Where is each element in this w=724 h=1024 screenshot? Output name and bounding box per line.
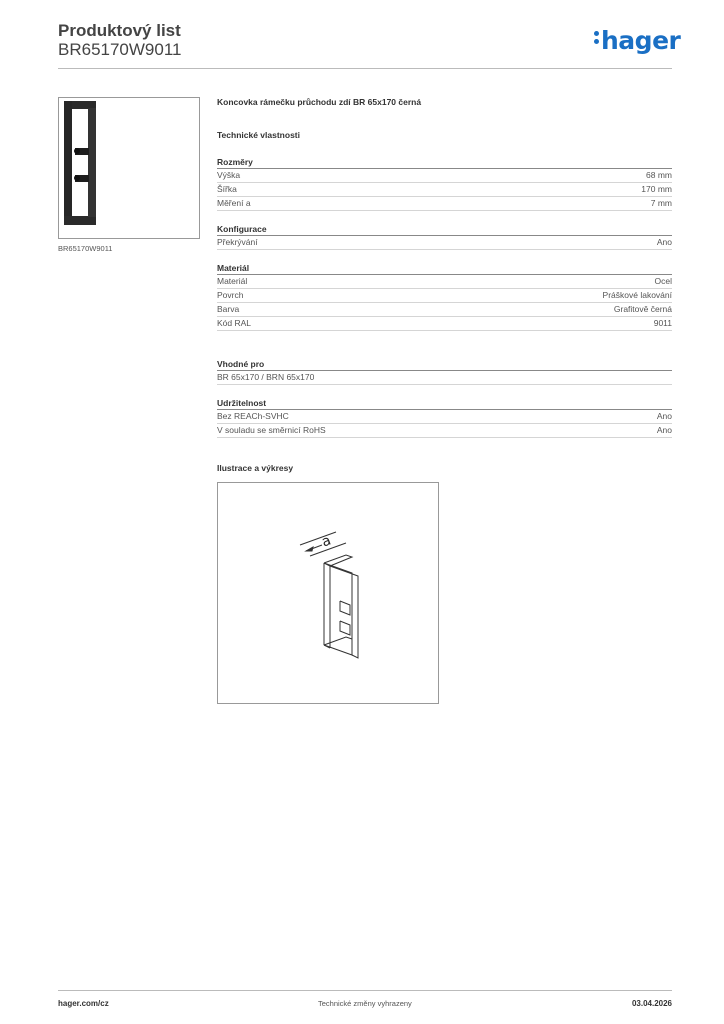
product-code: BR65170W9011 bbox=[58, 40, 182, 59]
footer-website-link[interactable]: hager.com/cz bbox=[58, 999, 109, 1008]
row-label: V souladu se směrnicí RoHS bbox=[217, 425, 326, 435]
dimension-a-label: a bbox=[319, 532, 334, 551]
table-row bbox=[217, 303, 672, 317]
product-image bbox=[58, 97, 200, 239]
row-value: Práškové lakování bbox=[602, 290, 672, 300]
row-label: Bez REACh-SVHC bbox=[217, 411, 289, 421]
table-row bbox=[217, 424, 672, 438]
section-suitable-for bbox=[217, 359, 672, 385]
table-row bbox=[217, 371, 672, 385]
table-row bbox=[217, 169, 672, 183]
row-label: Povrch bbox=[217, 290, 244, 300]
table-row bbox=[217, 183, 672, 197]
section-sustainability bbox=[217, 398, 672, 438]
row-value: 7 mm bbox=[650, 198, 672, 208]
row-label: Šířka bbox=[217, 184, 237, 194]
row-label: Výška bbox=[217, 170, 241, 180]
table-row bbox=[217, 275, 672, 289]
row-value: Ano bbox=[656, 237, 672, 247]
technical-drawing-icon bbox=[218, 483, 438, 703]
table-row bbox=[217, 197, 672, 211]
footer-date: 03.04.2026 bbox=[631, 999, 672, 1008]
section-configuration bbox=[217, 224, 672, 250]
logo-text: hager bbox=[601, 26, 681, 55]
table-row bbox=[217, 317, 672, 331]
section-dimensions bbox=[217, 157, 672, 211]
table-row bbox=[217, 410, 672, 424]
logo-dots-icon bbox=[594, 28, 600, 47]
footer-divider bbox=[58, 990, 672, 991]
technical-drawing bbox=[217, 482, 439, 704]
section-title: Vhodné pro bbox=[217, 359, 672, 371]
tech-properties-heading: Technické vlastnosti bbox=[217, 130, 300, 140]
product-name: Koncovka rámečku průchodu zdí BR 65x170 černá bbox=[217, 97, 422, 107]
section-title: Udržitelnost bbox=[217, 398, 672, 410]
section-title: Materiál bbox=[217, 263, 672, 275]
page-title: Produktový list bbox=[58, 21, 181, 40]
header-divider bbox=[58, 68, 672, 69]
row-value: 68 mm bbox=[646, 170, 672, 180]
row-value: 170 mm bbox=[641, 184, 672, 194]
footer-notice: Technické změny vyhrazeny bbox=[318, 999, 412, 1008]
row-value: Ocel bbox=[654, 276, 672, 286]
row-value: Ano bbox=[656, 411, 672, 421]
row-value: 9011 bbox=[653, 318, 672, 328]
section-title: Konfigurace bbox=[217, 224, 672, 236]
section-material bbox=[217, 263, 672, 331]
row-label: Překrývání bbox=[217, 237, 258, 247]
row-label: Materiál bbox=[217, 276, 248, 286]
section-title: Rozměry bbox=[217, 157, 672, 169]
product-image-caption: BR65170W9011 bbox=[58, 244, 113, 253]
illustrations-heading: Ilustrace a výkresy bbox=[217, 463, 294, 473]
row-value: Grafitově černá bbox=[613, 304, 672, 314]
row-label: Měření a bbox=[217, 198, 251, 208]
hager-logo bbox=[594, 26, 680, 55]
row-label: Barva bbox=[217, 304, 240, 314]
row-value: Ano bbox=[656, 425, 672, 435]
row-label: Kód RAL bbox=[217, 318, 252, 328]
table-row bbox=[217, 236, 672, 250]
row-label: BR 65x170 / BRN 65x170 bbox=[217, 372, 315, 382]
table-row bbox=[217, 289, 672, 303]
product-photo-icon bbox=[59, 98, 199, 238]
